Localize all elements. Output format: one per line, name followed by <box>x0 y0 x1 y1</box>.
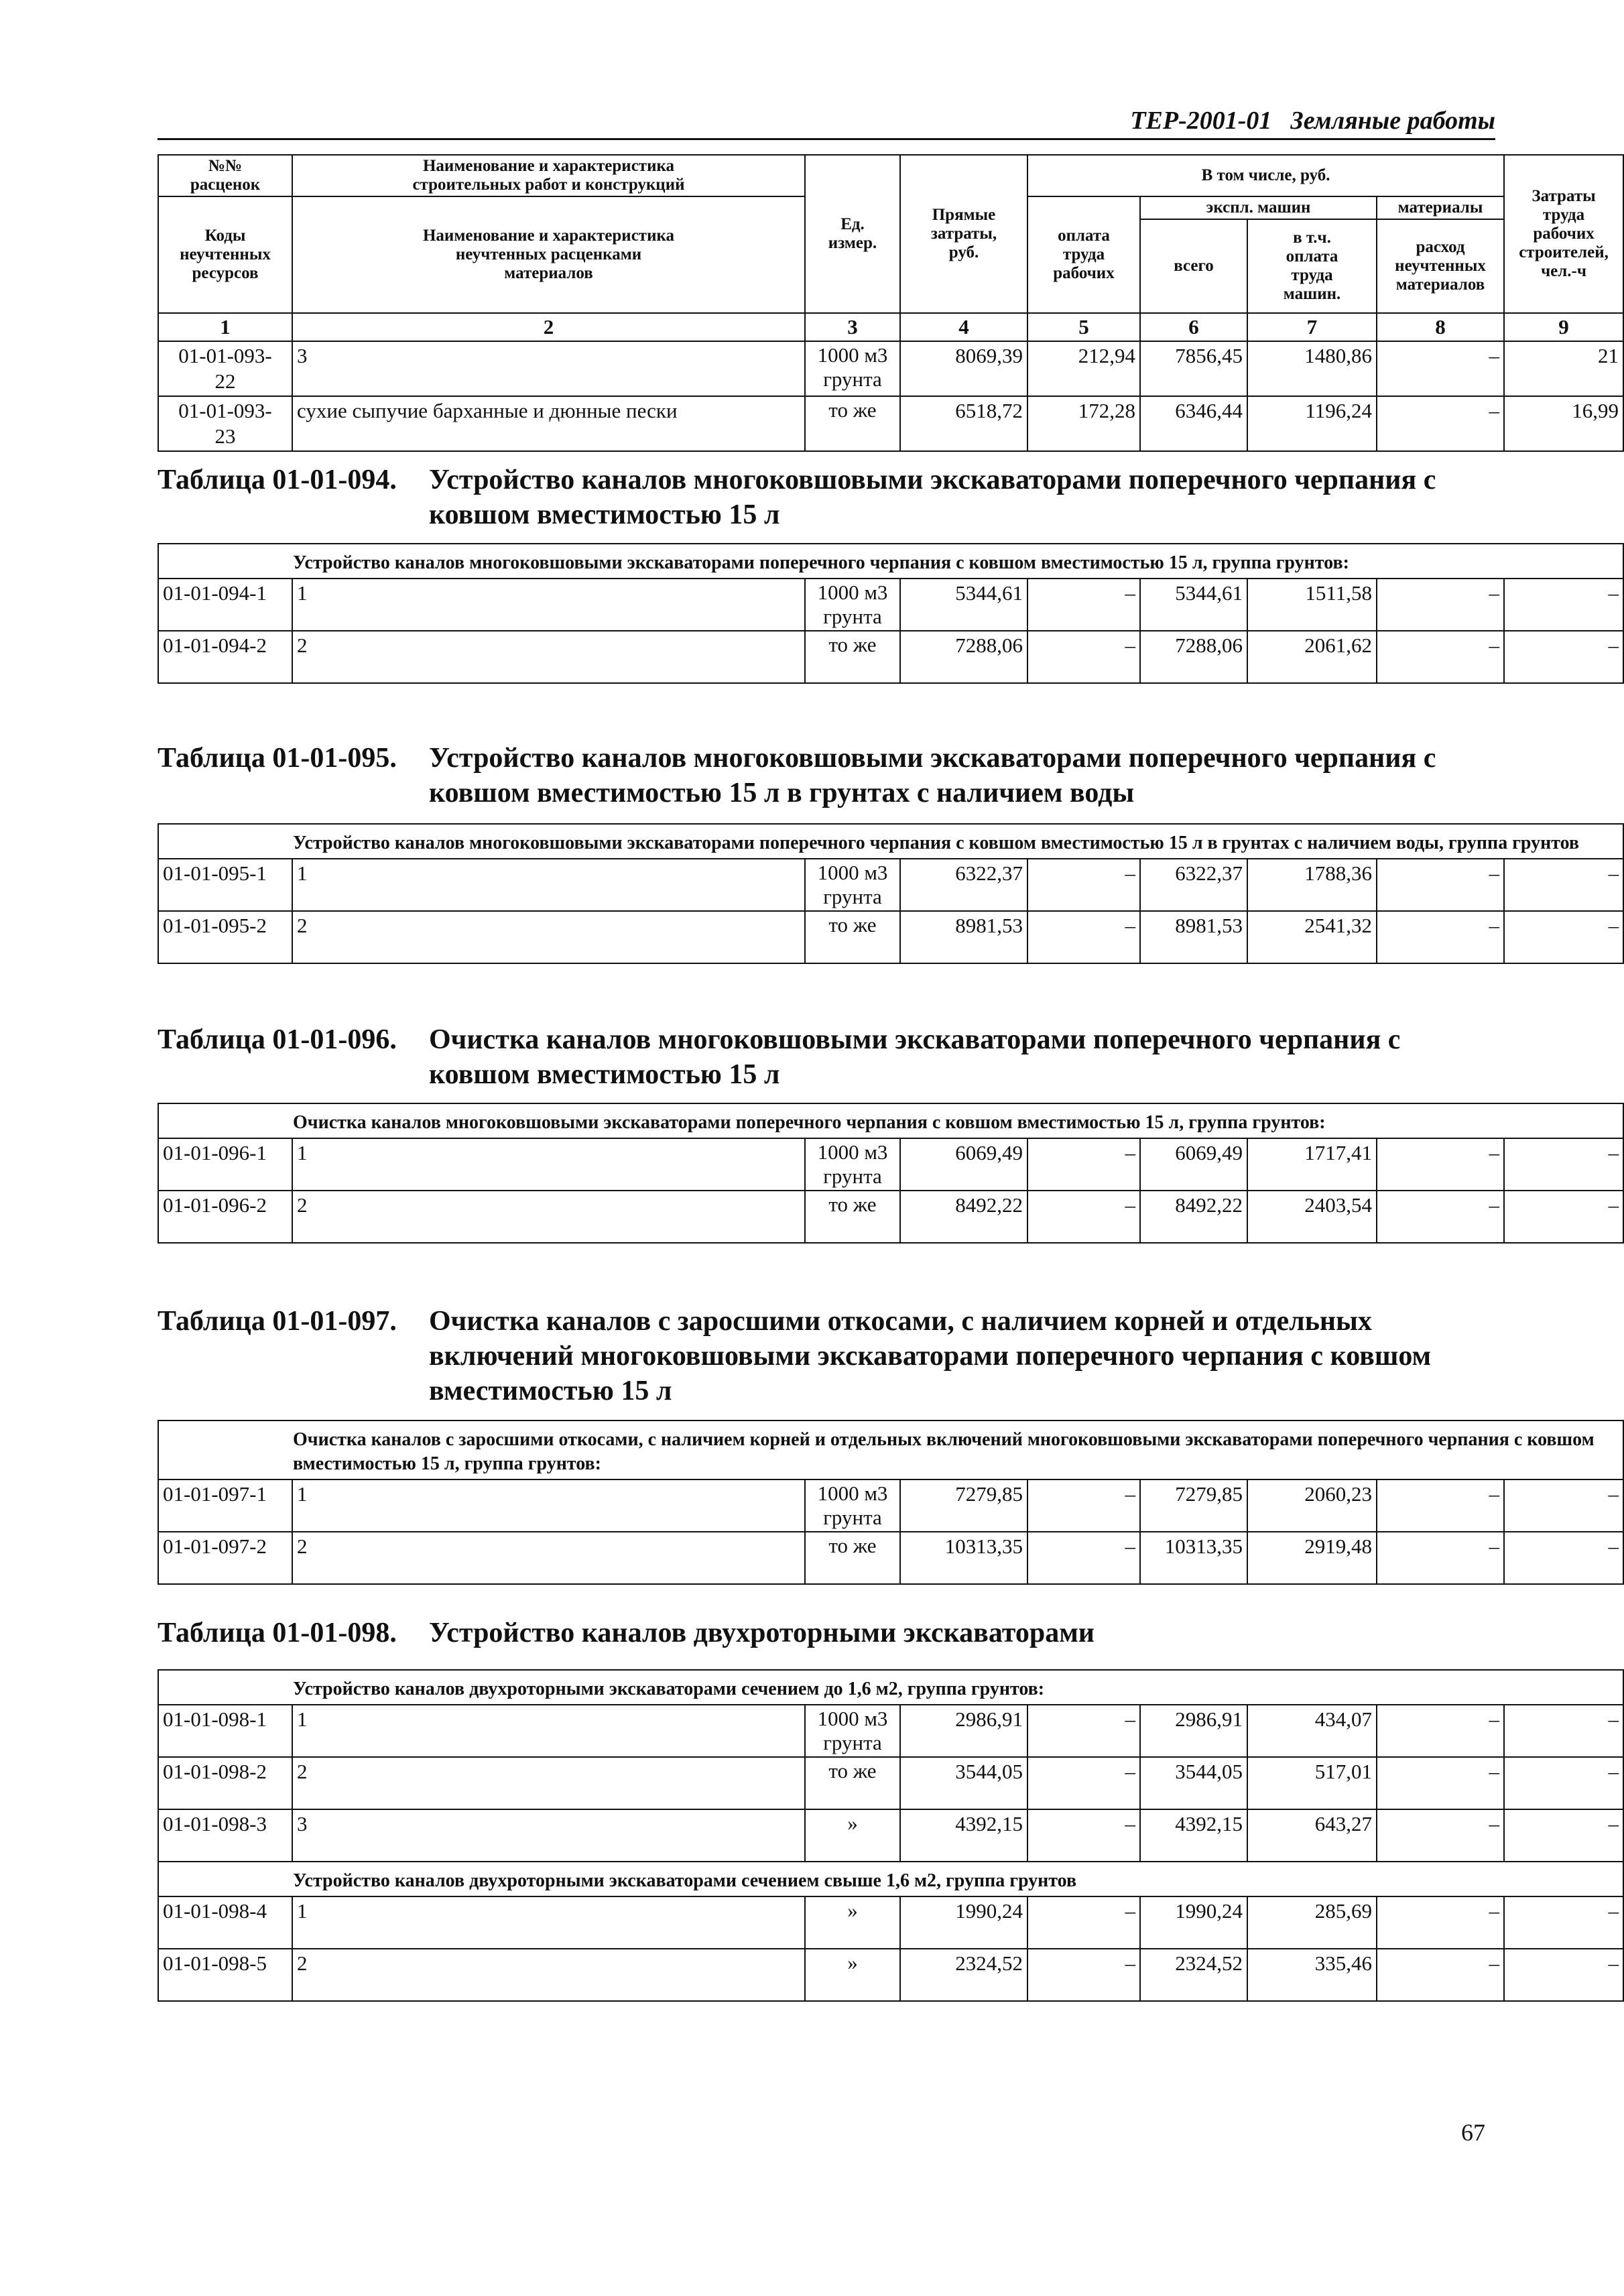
work-name: 2 <box>292 1191 805 1243</box>
rate-table <box>158 1103 1624 1244</box>
col-code-head-top-line: №№ <box>208 157 243 175</box>
work-name: 1 <box>292 1138 805 1191</box>
rate-table <box>158 1669 1624 2002</box>
unit-line: то же <box>828 633 877 656</box>
machine-operation: 5344,61 <box>1140 579 1247 631</box>
group-header-row <box>158 1421 1623 1479</box>
work-name: 1 <box>292 859 805 911</box>
direct-costs: 6322,37 <box>900 859 1027 911</box>
rate-code: 01-01-095-2 <box>158 911 292 963</box>
machine-operation: 6322,37 <box>1140 859 1247 911</box>
unit-line: то же <box>828 1759 877 1783</box>
table-row <box>158 1138 1623 1191</box>
materials: – <box>1377 1138 1504 1191</box>
rate-code: 01-01-096-2 <box>158 1191 292 1243</box>
table-number: Таблица 01-01-094. <box>158 465 397 495</box>
table-row <box>158 1705 1623 1757</box>
labor-hours: – <box>1504 1705 1623 1757</box>
materials: – <box>1377 1757 1504 1809</box>
group-description: Устройство каналов многоковшовыми экскаваторами поперечного черпания с ковшом вместимостью 15 л в грунтах с наличием воды, группа грунтов <box>158 824 1623 859</box>
work-name: 2 <box>292 911 805 963</box>
work-name: 1 <box>292 1705 805 1757</box>
mach-pay-head-line: в т.ч. <box>1293 229 1331 247</box>
machine-labor-pay: 1788,36 <box>1247 859 1377 911</box>
table-row <box>158 1532 1623 1584</box>
mach-group-head: экспл. машин <box>1140 196 1377 219</box>
col-code-head-bottom-line: Коды <box>204 227 246 245</box>
work-name: 2 <box>292 1757 805 1809</box>
unit-line: то же <box>828 913 877 936</box>
unit-line: 1000 м3 <box>817 1707 888 1730</box>
table-row <box>158 1949 1623 2001</box>
labor-pay: – <box>1027 631 1140 683</box>
unit-line: 1000 м3 <box>817 1482 888 1505</box>
rate-code: 01-01-098-5 <box>158 1949 292 2001</box>
machine-labor-pay: 2061,62 <box>1247 631 1377 683</box>
rate-code: 01-01-098-4 <box>158 1896 292 1949</box>
document-code: ТЕР-2001-01 <box>1130 107 1272 135</box>
column-number: 3 <box>805 313 900 341</box>
rate-code: 01-01-094-1 <box>158 579 292 631</box>
group-header-row <box>158 824 1623 859</box>
col-code-head-top-line: расценок <box>190 176 261 194</box>
rate-code: 01-01-097-2 <box>158 1532 292 1584</box>
machine-labor-pay: 1717,41 <box>1247 1138 1377 1191</box>
table-row <box>158 1191 1623 1243</box>
table-row <box>158 1757 1623 1809</box>
column-number: 1 <box>158 313 292 341</box>
unit-of-measure <box>805 579 900 631</box>
rate-table <box>158 1420 1624 1585</box>
work-name: 2 <box>292 631 805 683</box>
column-number: 7 <box>1247 313 1377 341</box>
col-name-head-bottom-line: Наименование и характеристика <box>422 227 675 245</box>
table-number: Таблица 01-01-097. <box>158 1306 397 1337</box>
incl-head: В том числе, руб. <box>1027 155 1504 196</box>
materials: – <box>1377 1949 1504 2001</box>
mach-total-head: всего <box>1140 219 1247 313</box>
table-caption: Устройство каналов двухроторными экскаваторами <box>429 1618 1095 1648</box>
materials: – <box>1377 1479 1504 1532</box>
col-code-head-top <box>158 155 292 196</box>
unit-line: 1000 м3 <box>817 861 888 884</box>
labor-hours: – <box>1504 859 1623 911</box>
direct-costs: 7288,06 <box>900 631 1027 683</box>
labor-pay: – <box>1027 859 1140 911</box>
unit-of-measure <box>805 1757 900 1809</box>
rate-code: 01-01-098-1 <box>158 1705 292 1757</box>
unit-line: грунта <box>823 367 882 391</box>
materials: – <box>1377 1896 1504 1949</box>
labor-pay: – <box>1027 1532 1140 1584</box>
machine-labor-pay: 643,27 <box>1247 1809 1377 1862</box>
machine-operation: 3544,05 <box>1140 1757 1247 1809</box>
materials: – <box>1377 911 1504 963</box>
direct-costs: 8492,22 <box>900 1191 1027 1243</box>
group-header-row <box>158 544 1623 579</box>
unit-line: то же <box>828 398 877 422</box>
unit-line: грунта <box>823 1506 882 1529</box>
materials: – <box>1377 1191 1504 1243</box>
machine-operation: 10313,35 <box>1140 1532 1247 1584</box>
col-name-head-top-line: строительных работ и конструкций <box>412 176 685 194</box>
work-name: 2 <box>292 1949 805 2001</box>
labor-pay: 172,28 <box>1027 396 1140 451</box>
direct-costs: 4392,15 <box>900 1809 1027 1862</box>
materials: – <box>1377 859 1504 911</box>
materials-group-head: материалы <box>1377 196 1504 219</box>
machine-labor-pay: 2060,23 <box>1247 1479 1377 1532</box>
unit-line: грунта <box>823 1731 882 1754</box>
labor-hours: 21 <box>1504 341 1623 396</box>
labor-hours: – <box>1504 1949 1623 2001</box>
labor-hours: – <box>1504 1532 1623 1584</box>
col-labor-pay-head-line: труда <box>1062 245 1105 263</box>
work-name: 3 <box>292 1809 805 1862</box>
col-code-head-bottom-line: ресурсов <box>192 264 259 282</box>
column-number: 2 <box>292 313 805 341</box>
col-name-head-bottom-line: материалов <box>504 264 593 282</box>
unit-of-measure <box>805 1191 900 1243</box>
labor-pay: – <box>1027 1479 1140 1532</box>
unit-of-measure <box>805 341 900 396</box>
col-unit-head-line: измер. <box>828 234 877 252</box>
unit-of-measure <box>805 1138 900 1191</box>
rate-code: 01-01-094-2 <box>158 631 292 683</box>
machine-labor-pay: 1480,86 <box>1247 341 1377 396</box>
table-title <box>158 741 1498 810</box>
materials-sub-head <box>1377 219 1504 313</box>
labor-hours: – <box>1504 1809 1623 1862</box>
materials: – <box>1377 341 1504 396</box>
labor-pay: – <box>1027 579 1140 631</box>
unit-line: 1000 м3 <box>817 343 888 367</box>
labor-hours: – <box>1504 911 1623 963</box>
machine-labor-pay: 434,07 <box>1247 1705 1377 1757</box>
unit-line: грунта <box>823 605 882 628</box>
unit-line: » <box>847 1898 858 1922</box>
mach-pay-head-line: оплата <box>1286 247 1338 265</box>
col-code-head-bottom <box>158 196 292 313</box>
materials-sub-head-line: материалов <box>1395 276 1485 294</box>
unit-of-measure <box>805 631 900 683</box>
rate-code: 01-01-098-3 <box>158 1809 292 1862</box>
col-name-head-top <box>292 155 805 196</box>
machine-labor-pay: 285,69 <box>1247 1896 1377 1949</box>
table-number: Таблица 01-01-096. <box>158 1024 397 1055</box>
unit-line: 1000 м3 <box>817 581 888 604</box>
machine-labor-pay: 1511,58 <box>1247 579 1377 631</box>
group-header-row <box>158 1862 1623 1896</box>
labor-pay: 212,94 <box>1027 341 1140 396</box>
table-caption: Устройство каналов многоковшовыми экскаваторами поперечного черпания с ковшом вместимостью 15 л <box>429 465 1436 530</box>
machine-operation: 7279,85 <box>1140 1479 1247 1532</box>
machine-labor-pay: 517,01 <box>1247 1757 1377 1809</box>
table-caption: Устройство каналов многоковшовыми экскаваторами поперечного черпания с ковшом вместимостью 15 л в грунтах с наличием воды <box>429 743 1436 808</box>
col-labor-pay-head <box>1027 196 1140 313</box>
table-row <box>158 579 1623 631</box>
materials: – <box>1377 1705 1504 1757</box>
column-number: 9 <box>1504 313 1623 341</box>
rate-code: 01-01-097-1 <box>158 1479 292 1532</box>
labor-pay: – <box>1027 1896 1140 1949</box>
materials-sub-head-line: неучтенных <box>1395 257 1486 275</box>
work-name: 1 <box>292 1896 805 1949</box>
unit-line: » <box>847 1951 858 1974</box>
col-labor-costs-head <box>1504 155 1623 313</box>
machine-operation: 2986,91 <box>1140 1705 1247 1757</box>
col-direct-head-line: Прямые <box>932 206 996 224</box>
column-numbers-row <box>158 313 1623 341</box>
table-row <box>158 396 1623 451</box>
table-caption: Очистка каналов многоковшовыми экскаваторами поперечного черпания с ковшом вместимостью 15 л <box>429 1024 1401 1090</box>
work-name: 1 <box>292 579 805 631</box>
direct-costs: 2324,52 <box>900 1949 1027 2001</box>
labor-pay: – <box>1027 1809 1140 1862</box>
direct-costs: 10313,35 <box>900 1532 1027 1584</box>
unit-of-measure <box>805 1809 900 1862</box>
group-description: Очистка каналов с заросшими откосами, с наличием корней и отдельных включений многоковшовыми экскаваторами поперечного черпания с ковшом вместимостью 15 л, группа грунтов: <box>158 1421 1623 1479</box>
materials: – <box>1377 579 1504 631</box>
col-direct-head <box>900 155 1027 313</box>
mach-pay-head-line: труда <box>1291 266 1333 284</box>
labor-hours: – <box>1504 1757 1623 1809</box>
table-row <box>158 341 1623 396</box>
machine-operation: 7288,06 <box>1140 631 1247 683</box>
header-table <box>158 154 1624 452</box>
rate-code: 01-01-096-1 <box>158 1138 292 1191</box>
col-direct-head-line: затраты, <box>930 225 997 243</box>
labor-pay: – <box>1027 1705 1140 1757</box>
machine-labor-pay: 2541,32 <box>1247 911 1377 963</box>
col-code-head-bottom-line: неучтенных <box>180 245 271 263</box>
table-title <box>158 1616 1498 1650</box>
labor-pay: – <box>1027 911 1140 963</box>
unit-line: грунта <box>823 1164 882 1188</box>
unit-line: то же <box>828 1534 877 1557</box>
page-header <box>158 106 1495 140</box>
col-labor-pay-head-line: рабочих <box>1053 264 1115 282</box>
table-row <box>158 1479 1623 1532</box>
rate-code <box>158 341 292 396</box>
col-labor-pay-head-line: оплата <box>1058 227 1110 245</box>
materials: – <box>1377 1809 1504 1862</box>
table-title <box>158 1304 1498 1408</box>
table-row <box>158 1809 1623 1862</box>
direct-costs: 8069,39 <box>900 341 1027 396</box>
direct-costs: 6518,72 <box>900 396 1027 451</box>
col-labor-costs-head-line: труда <box>1542 206 1585 224</box>
work-name: сухие сыпучие барханные и дюнные пески <box>292 396 805 451</box>
group-description: Устройство каналов многоковшовыми экскаваторами поперечного черпания с ковшом вместимостью 15 л, группа грунтов: <box>158 544 1623 579</box>
table-number: Таблица 01-01-098. <box>158 1618 397 1648</box>
machine-operation: 8492,22 <box>1140 1191 1247 1243</box>
unit-of-measure <box>805 911 900 963</box>
rate-code-line: 01-01-093- <box>178 344 272 367</box>
labor-hours: – <box>1504 1896 1623 1949</box>
col-unit-head-line: Ед. <box>840 215 865 233</box>
column-number: 8 <box>1377 313 1504 341</box>
col-labor-costs-head-line: строителей, <box>1519 243 1609 261</box>
col-name-head-top-line: Наименование и характеристика <box>422 157 675 175</box>
group-description: Устройство каналов двухроторными экскаваторами сечением свыше 1,6 м2, группа грунтов <box>158 1862 1623 1896</box>
machine-operation: 1990,24 <box>1140 1896 1247 1949</box>
work-name: 1 <box>292 1479 805 1532</box>
col-labor-costs-head-line: рабочих <box>1533 225 1595 243</box>
labor-hours: – <box>1504 1479 1623 1532</box>
col-labor-costs-head-line: чел.-ч <box>1541 262 1586 280</box>
col-unit-head <box>805 155 900 313</box>
direct-costs: 7279,85 <box>900 1479 1027 1532</box>
rate-code-line: 22 <box>214 369 236 393</box>
direct-costs: 8981,53 <box>900 911 1027 963</box>
machine-operation: 4392,15 <box>1140 1809 1247 1862</box>
machine-labor-pay: 1196,24 <box>1247 396 1377 451</box>
column-number: 6 <box>1140 313 1247 341</box>
machine-operation: 7856,45 <box>1140 341 1247 396</box>
column-number: 5 <box>1027 313 1140 341</box>
table-row <box>158 1896 1623 1949</box>
group-description: Устройство каналов двухроторными экскаваторами сечением до 1,6 м2, группа грунтов: <box>158 1670 1623 1705</box>
column-number: 4 <box>900 313 1027 341</box>
machine-labor-pay: 335,46 <box>1247 1949 1377 2001</box>
direct-costs: 1990,24 <box>900 1896 1027 1949</box>
group-header-row <box>158 1670 1623 1705</box>
table-row <box>158 859 1623 911</box>
unit-of-measure <box>805 1705 900 1757</box>
labor-hours: – <box>1504 1138 1623 1191</box>
unit-line: » <box>847 1811 858 1835</box>
rate-code-line: 23 <box>214 424 236 448</box>
unit-line: 1000 м3 <box>817 1140 888 1164</box>
rate-code-line: 01-01-093- <box>178 399 272 422</box>
machine-operation: 8981,53 <box>1140 911 1247 963</box>
rate-code <box>158 396 292 451</box>
table-row <box>158 631 1623 683</box>
direct-costs: 6069,49 <box>900 1138 1027 1191</box>
rate-code: 01-01-098-2 <box>158 1757 292 1809</box>
mach-pay-head <box>1247 219 1377 313</box>
work-name: 3 <box>292 341 805 396</box>
unit-of-measure <box>805 859 900 911</box>
group-description: Очистка каналов многоковшовыми экскаваторами поперечного черпания с ковшом вместимостью 15 л, группа грунтов: <box>158 1103 1623 1138</box>
machine-labor-pay: 2403,54 <box>1247 1191 1377 1243</box>
table-title <box>158 1022 1498 1092</box>
labor-pay: – <box>1027 1191 1140 1243</box>
direct-costs: 3544,05 <box>900 1757 1027 1809</box>
unit-line: то же <box>828 1193 877 1216</box>
mach-pay-head-line: машин. <box>1283 285 1341 303</box>
col-name-head-bottom <box>292 196 805 313</box>
machine-labor-pay: 2919,48 <box>1247 1532 1377 1584</box>
rate-table <box>158 823 1624 964</box>
section-name: Земляные работы <box>1290 107 1495 135</box>
col-name-head-bottom-line: неучтенных расценками <box>455 245 642 263</box>
labor-hours: – <box>1504 631 1623 683</box>
table-title <box>158 463 1498 532</box>
materials: – <box>1377 396 1504 451</box>
table-caption: Очистка каналов с заросшими откосами, с наличием корней и отдельных включений многоковшовыми экскаваторами поперечного черпания с ковшом вместимостью 15 л <box>429 1306 1432 1406</box>
table-number: Таблица 01-01-095. <box>158 743 397 774</box>
unit-of-measure <box>805 1479 900 1532</box>
col-direct-head-line: руб. <box>948 243 979 261</box>
direct-costs: 2986,91 <box>900 1705 1027 1757</box>
unit-of-measure <box>805 1896 900 1949</box>
direct-costs: 5344,61 <box>900 579 1027 631</box>
materials-sub-head-line: расход <box>1416 238 1465 256</box>
labor-pay: – <box>1027 1138 1140 1191</box>
materials: – <box>1377 1532 1504 1584</box>
materials: – <box>1377 631 1504 683</box>
labor-hours: – <box>1504 1191 1623 1243</box>
labor-hours: 16,99 <box>1504 396 1623 451</box>
group-header-row <box>158 1103 1623 1138</box>
unit-line: грунта <box>823 885 882 908</box>
labor-pay: – <box>1027 1757 1140 1809</box>
rate-code: 01-01-095-1 <box>158 859 292 911</box>
table-row <box>158 911 1623 963</box>
unit-of-measure <box>805 1949 900 2001</box>
machine-operation: 2324,52 <box>1140 1949 1247 2001</box>
work-name: 2 <box>292 1532 805 1584</box>
machine-operation: 6346,44 <box>1140 396 1247 451</box>
page-number: 67 <box>1461 2119 1485 2146</box>
rate-table <box>158 543 1624 684</box>
unit-of-measure <box>805 396 900 451</box>
col-labor-costs-head-line: Затраты <box>1532 187 1596 205</box>
machine-operation: 6069,49 <box>1140 1138 1247 1191</box>
labor-hours: – <box>1504 579 1623 631</box>
unit-of-measure <box>805 1532 900 1584</box>
labor-pay: – <box>1027 1949 1140 2001</box>
